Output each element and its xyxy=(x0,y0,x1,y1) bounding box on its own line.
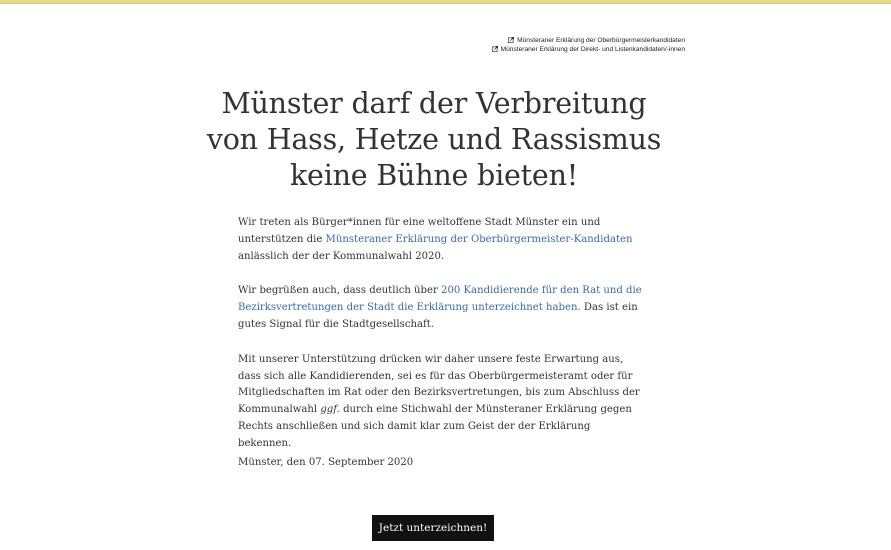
paragraph-text: Wir begrüßen auch, dass deutlich über xyxy=(238,285,442,297)
top-divider xyxy=(0,3,891,4)
link-direkt-listenkandidaten-erklaerung[interactable] xyxy=(492,45,685,54)
paragraph-2 xyxy=(238,283,646,333)
dateline: Münster, den 07. September 2020 xyxy=(238,456,414,468)
kandidierende-link[interactable]: 200 Kandidierende für den Rat und die Bezirksvertretungen der Stadt die Erklärung unterzeichnet haben. xyxy=(238,285,642,314)
sign-now-button[interactable]: Jetzt unterzeichnen! xyxy=(372,515,494,541)
external-link-icon xyxy=(492,46,498,52)
paragraph-3 xyxy=(238,352,646,453)
statement-body xyxy=(238,215,646,471)
paragraph-text: Wir treten als Bürger*innen für eine weltoffene Stadt Münster ein und unterstützen die xyxy=(238,217,601,245)
external-link-icon xyxy=(508,37,514,43)
paragraph-text: Mit unserer Unterstützung drücken wir daher unsere feste Erwartung aus, dass sich alle Kandidierenden, sei es für das Oberbürgermeisteramt oder für Mitgliedschaften im Rat oder den Bezirksvertretungen, bis zum Abschluss der Kommunalwahl xyxy=(238,353,640,416)
ob-erklaerung-link[interactable]: Münsteraner Erklärung der Oberbürgermeister-Kandidaten xyxy=(325,233,633,245)
link-label: Münsteraner Erklärung der Oberbürgermeisterkandidaten xyxy=(517,37,685,44)
paragraph-text: durch eine Stichwahl der Münsteraner Erklärung gegen Rechts anschließen und sich damit klar zum Geist der der Erklärung bekennen. xyxy=(238,404,632,449)
link-ob-kandidaten-erklaerung[interactable] xyxy=(492,36,685,45)
paragraph-text: Das ist ein gutes Signal für die Stadtgesellschaft. xyxy=(238,302,638,330)
link-label: Münsteraner Erklärung der Direkt- und Listenkandidaten/-innen xyxy=(500,46,685,53)
paragraph-text: anlässlich der der Kommunalwahl 2020. xyxy=(238,250,445,262)
external-links xyxy=(492,36,685,54)
emphasis-text: ggf. xyxy=(320,404,340,416)
paragraph-1 xyxy=(238,215,646,265)
page-headline: Münster darf der Verbreitung von Hass, Hetze und Rassismus keine Bühne bieten! xyxy=(206,87,662,192)
